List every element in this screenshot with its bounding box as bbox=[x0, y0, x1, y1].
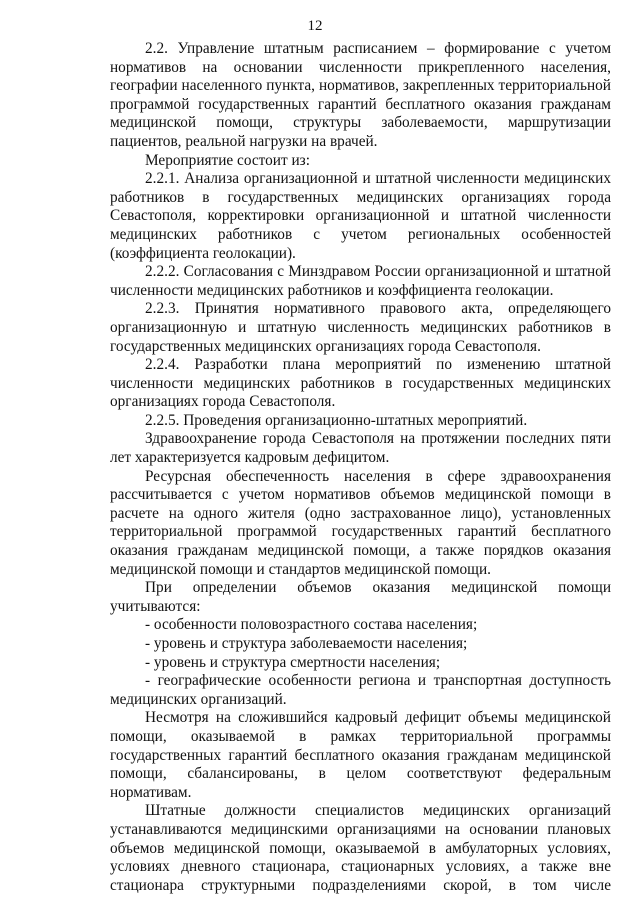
list-item-geography-transport: - географические особенности региона и транспортная доступность медицинских организаций. bbox=[110, 672, 611, 708]
paragraph-resource-provision: Ресурсная обеспеченность населения в сфере здравоохранения рассчитывается с учетом нормативов объемов медицинской помощи в расчете на одного жителя (одно застрахованное лицо), установленных территориальной программой государственных гарантий бесплатного оказания гражданам медицинской помощи, а также порядков оказания медицинской помощи и стандартов медицинской помощи. bbox=[110, 467, 611, 578]
paragraph-2-2-3: 2.2.3. Принятия нормативного правового акта, определяющего организационную и штатную численность медицинских работников в государственных медицинских организациях города Севастополя. bbox=[110, 300, 611, 355]
paragraph-2-2-2: 2.2.2. Согласования с Минздравом России организационной и штатной численности медицинских работников и коэффициента геолокации. bbox=[110, 263, 611, 299]
paragraph-staff-deficit: Здравоохранение города Севастополя на протяжении последних пяти лет характеризуется кадровым дефицитом. bbox=[110, 430, 611, 467]
list-item-age-sex-structure: - особенности половозрастного состава населения; bbox=[145, 616, 478, 634]
paragraph-staff-positions: Штатные должности специалистов медицинских организаций устанавливаются медицинскими организациями на основании плановых объемов медицинской помощи, оказываемой в амбулаторных условиях, условиях дневного стационара, стационарных условиях, а также вне стационара структурными подразделениями скорой, в том числе bbox=[110, 802, 611, 894]
paragraph-2-2-5: 2.2.5. Проведения организационно-штатных мероприятий. bbox=[145, 411, 528, 429]
paragraph-activities-intro: Мероприятие состоит из: bbox=[145, 151, 310, 169]
list-item-mortality: - уровень и структура смертности населения; bbox=[145, 653, 441, 671]
paragraph-volumes-balanced: Несмотря на сложившийся кадровый дефицит объемы медицинской помощи, оказываемой в рамках территориальной программы государственных гарантий бесплатного оказания гражданам медицинской помощи, сбалансированы, в целом соответствуют федеральным нормативам. bbox=[110, 709, 611, 801]
paragraph-2-2: 2.2. Управление штатным расписанием – формирование с учетом нормативов на основании численности прикрепленного населения, географии населенного пункта, нормативов, закрепленных территориальной программой государственных гарантий бесплатного оказания гражданам медицинской помощи, структуры заболеваемости, маршрутизации пациентов, реальной нагрузки на врачей. bbox=[110, 40, 611, 150]
page-number: 12 bbox=[307, 18, 323, 34]
paragraph-2-2-4: 2.2.4. Разработки плана мероприятий по изменению штатной численности медицинских работников в государственных медицинских организациях города Севастополя. bbox=[110, 356, 611, 411]
paragraph-volume-criteria-intro: При определении объемов оказания медицинской помощи учитываются: bbox=[110, 579, 611, 615]
list-item-morbidity: - уровень и структура заболеваемости населения; bbox=[145, 635, 468, 652]
document-body bbox=[110, 40, 611, 895]
paragraph-2-2-1: 2.2.1. Анализа организационной и штатной численности медицинских работников в государственных медицинских организациях города Севастополя, корректировки организационной и штатной численности медицинских работников с учетом региональных особенностей (коэффициента геолокации). bbox=[110, 170, 611, 262]
